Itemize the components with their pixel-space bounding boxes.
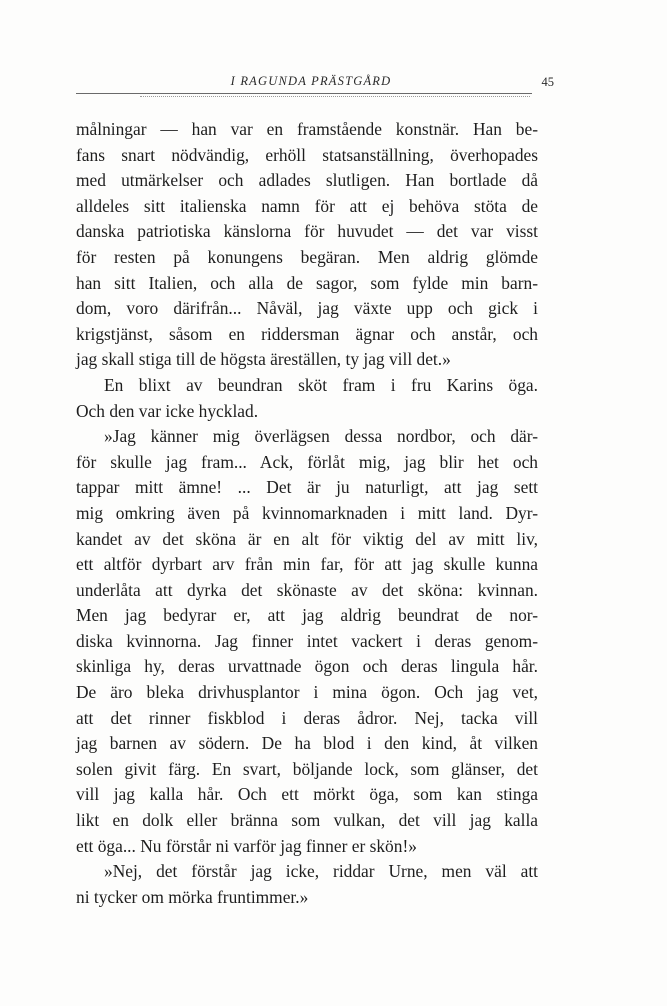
text-line: skinliga hy, deras urvattnade ögon och deras lingula hår.: [76, 656, 538, 677]
text-line: Och den var icke hycklad.: [76, 400, 259, 421]
running-head: [76, 70, 554, 92]
text-line: dom, voro därifrån... Nåväl, jag växte upp och gick i: [76, 298, 538, 319]
text-line: att det rinner fiskblod i deras ådror. Nej, tacka vill: [76, 707, 538, 728]
text-line: danska patriotiska känslorna för huvudet — det var visst: [76, 221, 538, 242]
text-line: »Nej, det förstår jag icke, riddar Urne, men väl att: [104, 861, 538, 882]
text-line: jag barnen av södern. De ha blod i den kind, åt vilken: [76, 733, 538, 754]
text-line: kandet av det sköna är en alt för viktig del av mitt liv,: [76, 528, 538, 549]
text-line: ett altför dyrbart arv från min far, för att jag skulle kunna: [76, 554, 538, 575]
text-line: för resten på konungens begäran. Men aldrig glömde: [76, 246, 538, 267]
text-line: ni tycker om mörka fruntimmer.»: [76, 886, 309, 907]
text-line: »Jag känner mig överlägsen dessa nordbor, och där-: [104, 426, 538, 447]
text-line: han sitt Italien, och alla de sagor, som fylde min barn-: [76, 272, 538, 293]
text-line: solen givit färg. En svart, böljande lock, som glänser, det: [76, 758, 538, 779]
text-line: målningar — han var en framstående konstnär. Han be-: [76, 119, 538, 139]
text-line: vill jag kalla hår. Och ett mörkt öga, som kan stinga: [76, 784, 538, 805]
text-line: mig omkring även på kvinnomarknaden i mitt land. Dyr-: [76, 502, 538, 523]
text-line: ett öga... Nu förstår ni varför jag finner er skön!»: [76, 835, 417, 856]
text-line: för skulle jag fram... Ack, förlåt mig, jag blir het och: [76, 451, 538, 472]
header-rule: [76, 93, 532, 94]
text-line: fans snart nödvändig, erhöll statsanställning, överhopades: [76, 144, 538, 165]
header-rule-dotted: [140, 96, 530, 97]
text-line: med utmärkelser och adlades slutligen. Han bortlade då: [76, 170, 538, 191]
text-line: tappar mitt ämne! ... Det är ju naturligt, att jag sett: [76, 477, 538, 498]
text-line: diska kvinnorna. Jag finner intet vackert i deras genom-: [76, 630, 538, 651]
text-line: De äro bleka drivhusplantor i mina ögon. Och jag vet,: [76, 682, 538, 703]
page-number: 45: [541, 75, 554, 89]
text-line: alldeles sitt italienska namn för att ej behöva stöta de: [76, 195, 538, 216]
text-line: likt en dolk eller bränna som vulkan, det vill jag kalla: [76, 810, 538, 831]
running-title: I RAGUNDA PRÄSTGÅRD: [230, 74, 392, 88]
text-line: En blixt av beundran sköt fram i fru Karins öga.: [104, 374, 538, 395]
text-line: Men jag bedyrar er, att jag aldrig beundrat de nor-: [76, 605, 538, 626]
body-text: [76, 117, 538, 910]
text-line: underlåta att dyrka det skönaste av det sköna: kvinnan.: [76, 579, 538, 600]
text-line: jag skall stiga till de högsta äreställen, ty jag vill det.»: [76, 349, 451, 370]
text-line: krigstjänst, såsom en riddersman ägnar och anstår, och: [76, 323, 538, 344]
